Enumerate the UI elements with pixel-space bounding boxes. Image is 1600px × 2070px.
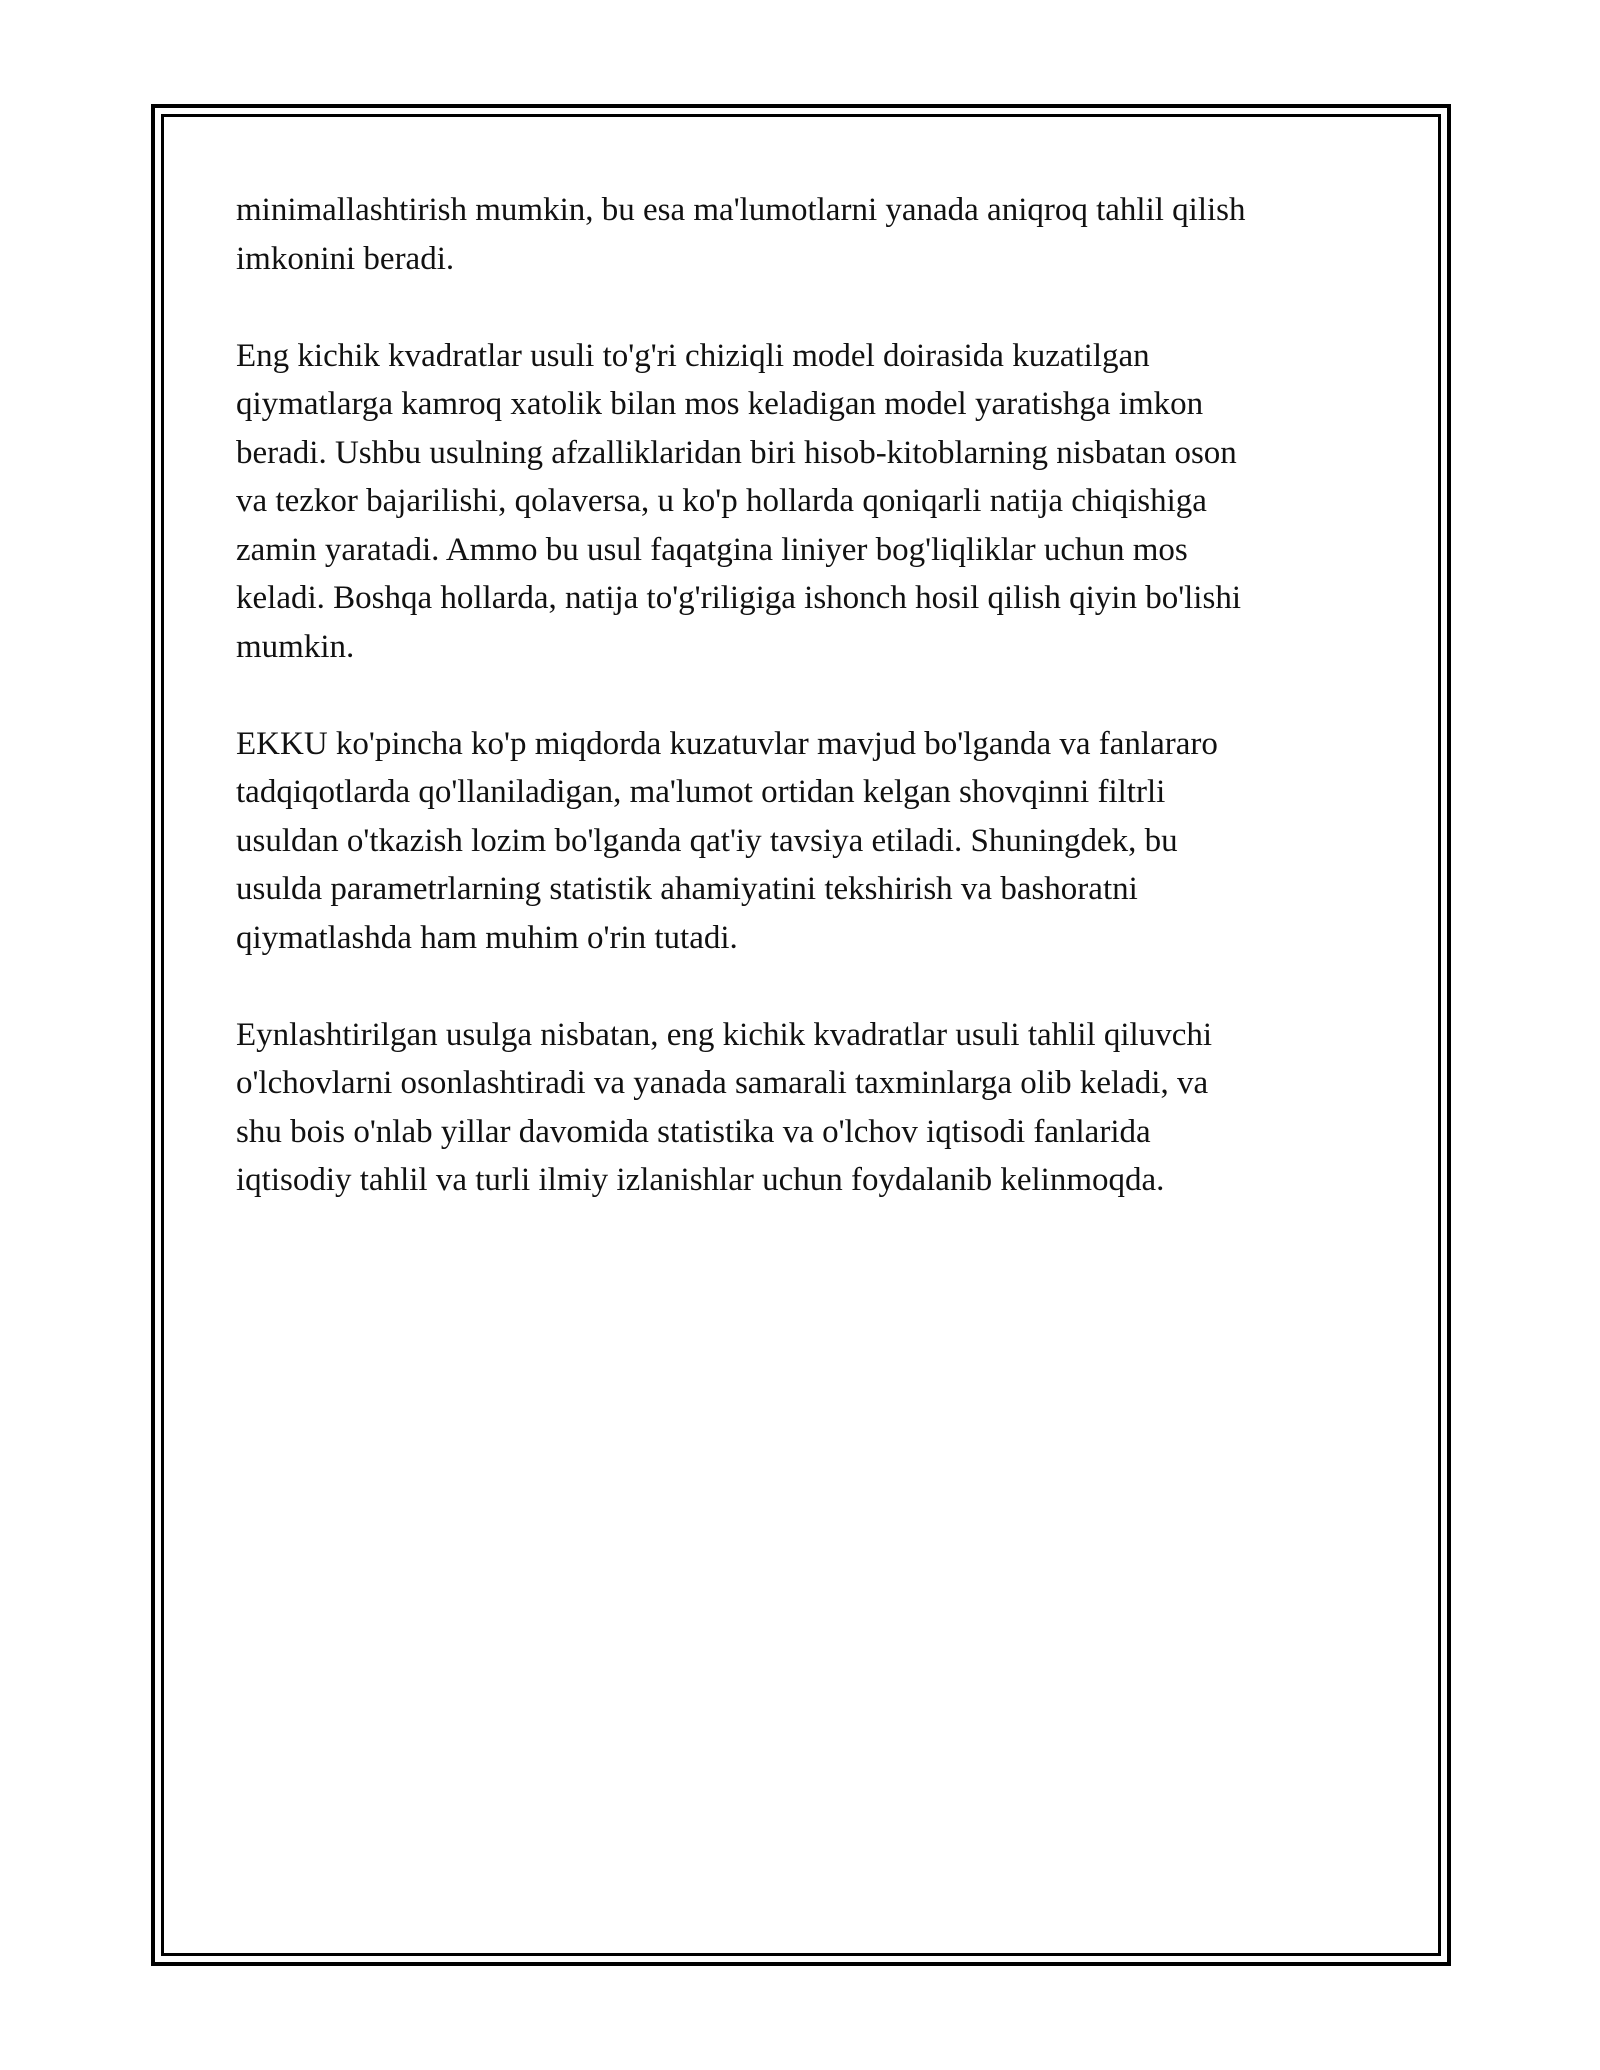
paragraph-1: minimallashtirish mumkin, bu esa ma'lumotlarni yanada aniqroq tahlil qilish imkonini beradi. <box>236 192 1246 277</box>
paragraph-4: Eynlashtirilgan usulga nisbatan, eng kichik kvadratlar usuli tahlil qiluvchi o'lchovlarni osonlashtiradi va yanada samarali taxminlarga olib keladi, va shu bois o'nlab yillar davomida statistika va o'lchov iqtisodi fanlarida iqtisodiy tahlil va turli ilmiy izlanishlar uchun foydalanib kelinmoqda. <box>236 1016 1213 1198</box>
paragraph-2: Eng kichik kvadratlar usuli to'g'ri chiziqli model doirasida kuzatilgan qiymatlarga kamroq xatolik bilan mos keladigan model yaratishga imkon beradi. Ushbu usulning afzalliklaridan biri hisob-kitoblarning nisbatan oson va tezkor bajarilishi, qolaversa, u ko'p hollarda qoniqarli natija chiqishiga zamin yaratadi. Ammo bu usul faqatgina liniyer bog'liqliklar uchun mos keladi. Boshqa hollarda, natija to'g'riligiga ishonch hosil qilish qiyin bo'lishi mumkin. <box>236 337 1241 665</box>
document-body <box>236 186 1366 1253</box>
paragraph-3: EKKU ko'pincha ko'p miqdorda kuzatuvlar mavjud bo'lganda va fanlararo tadqiqotlarda qo'llaniladigan, ma'lumot ortidan kelgan shovqinni filtrli usuldan o'tkazish lozim bo'lganda qat'iy tavsiya etiladi. Shuningdek, bu usulda parametrlarning statistik ahamiyatini tekshirish va bashoratni qiymatlashda ham muhim o'rin tutadi. <box>236 725 1218 956</box>
